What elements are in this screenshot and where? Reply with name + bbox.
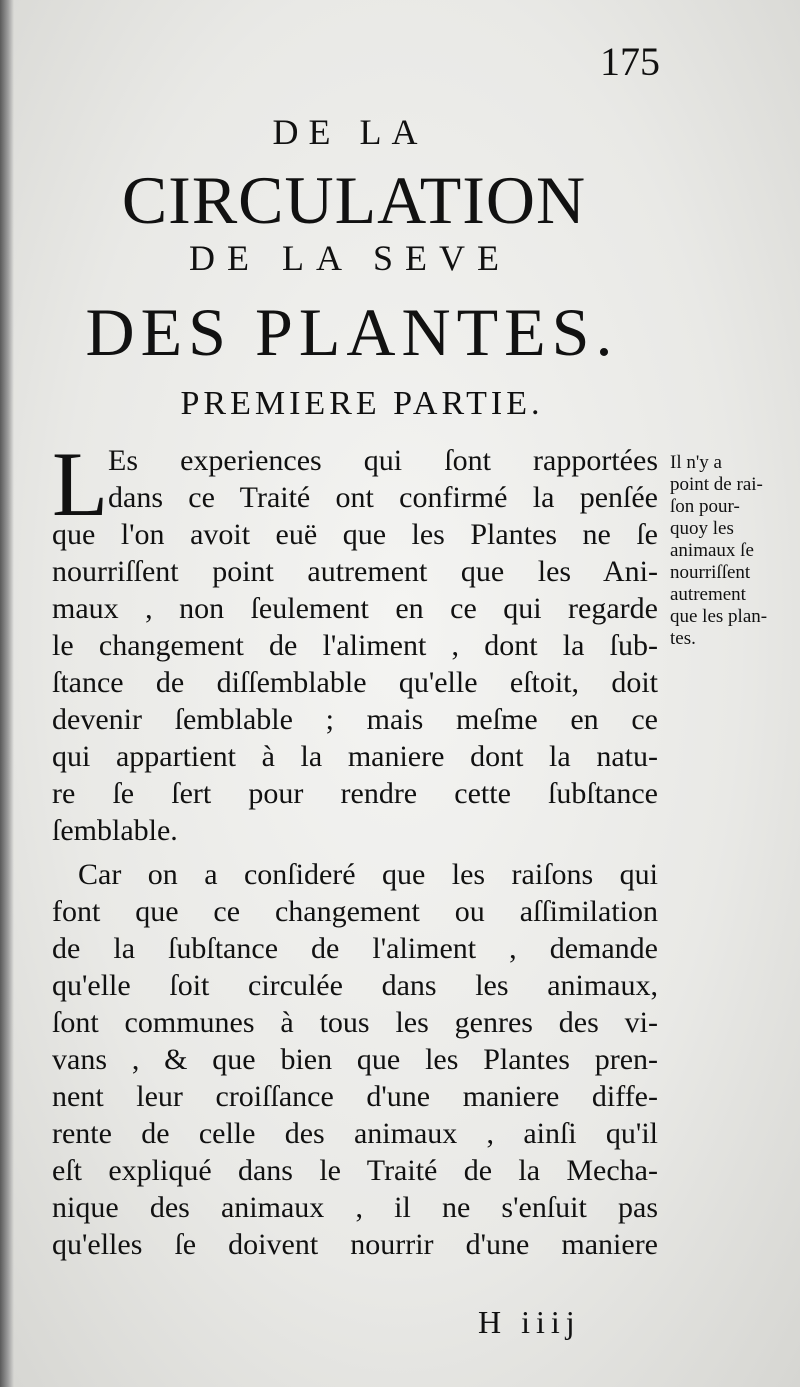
text-line: eſt expliqué dans le Traité de la Mecha- [52,1154,658,1187]
marginal-note-line: autrement [670,584,746,605]
marginal-note-line: Il n'y a [670,452,722,473]
text-line: nent leur croiſſance d'une maniere diffe- [52,1080,658,1113]
marginal-note-line: animaux ſe [670,540,754,561]
marginal-note [670,452,796,650]
marginal-note-line: point de rai- [670,474,763,495]
text-line: qu'elle ſoit circulée dans les animaux, [52,969,658,1002]
title-line-4: DES PLANTES. [85,294,619,370]
text-line: nourriſſent point autrement que les Ani- [52,555,658,588]
marginal-note-line: ſon pour- [670,496,740,517]
text-line: dans ce Traité ont confirmé la penſée [108,481,658,514]
text-line: ſtance de diſſemblable qu'elle eſtoit, doit [52,666,658,699]
text-line: nique des animaux , il ne s'enſuit pas [52,1191,658,1224]
text-line: que l'on avoit euë que les Plantes ne ſe [52,518,658,551]
page-number: 175 [600,39,660,84]
text-line: Es experiences qui ſont rapportées [108,444,658,477]
text-line: font que ce changement ou aſſimilation [52,895,658,928]
title-line-3: DE LA SEVE [189,238,511,278]
signature-mark: H iiij [478,1304,581,1340]
main-text [52,433,658,1263]
text-line: devenir ſemblable ; mais meſme en ce [52,703,658,736]
text-line: vans , & que bien que les Plantes pren- [52,1043,658,1076]
text-line: maux , non ſeulement en ce qui regarde [52,592,658,625]
title-line-1: DE LA [272,112,428,152]
drop-cap: L [52,433,109,535]
title-line-2: CIRCULATION [121,162,587,238]
text-line: de la ſubſtance de l'aliment , demande [52,932,658,965]
marginal-note-line: nourriſſent [670,562,751,583]
marginal-note-line: que les plan- [670,606,768,627]
text-line: qu'elles ſe doivent nourrir d'une maniere [52,1228,658,1261]
text-line: Car on a conſideré que les raiſons qui [78,858,658,891]
text-line: le changement de l'aliment , dont la ſub- [52,629,658,662]
text-line: qui appartient à la maniere dont la natu- [52,740,658,773]
text-line: re ſe ſert pour rendre cette ſubſtance [52,777,658,810]
text-line: rente de celle des animaux , ainſi qu'il [52,1117,658,1150]
text-line: ſont communes à tous les genres des vi- [52,1006,658,1039]
page-gutter-shadow [0,0,14,1387]
marginal-note-line: quoy les [670,518,734,539]
part-heading: PREMIERE PARTIE. [180,385,544,422]
marginal-note-line: tes. [670,628,696,649]
text-line: ſemblable. [52,814,178,847]
